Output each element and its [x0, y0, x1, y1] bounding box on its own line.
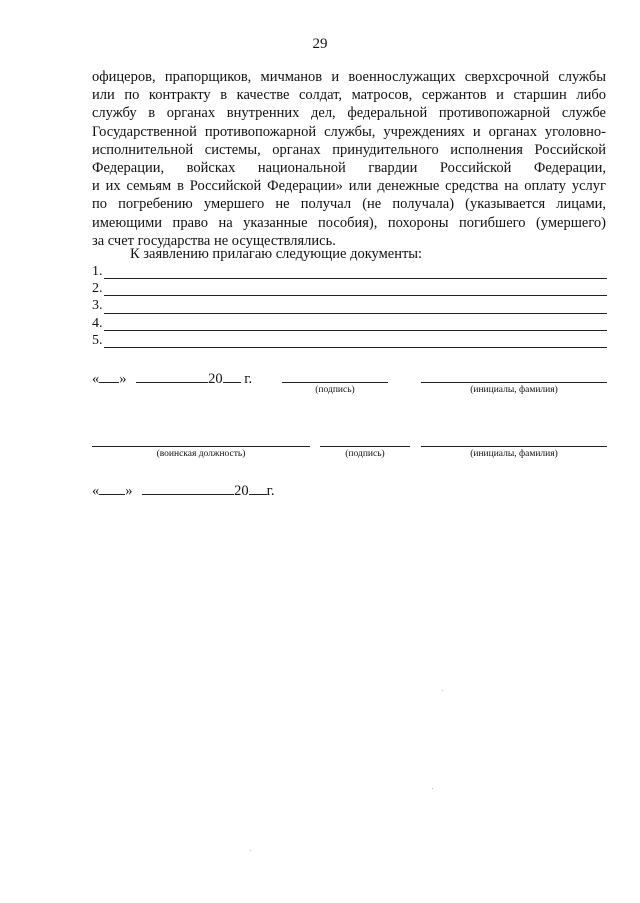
close-quote: »	[119, 371, 127, 387]
paragraph-line: или по контракту в качестве солдат, матросов, сержантов и старшин либо	[92, 87, 606, 104]
open-quote: «	[92, 371, 100, 387]
attachment-line-1[interactable]	[92, 264, 607, 281]
close-quote: »	[125, 483, 133, 499]
attachment-blank[interactable]	[104, 347, 607, 348]
name-caption-1: (инициалы, фамилия)	[470, 385, 558, 395]
date-field-1	[92, 368, 252, 388]
signature-caption-2: (подпись)	[345, 449, 385, 459]
attachment-line-4[interactable]	[92, 316, 607, 333]
attachments-list	[92, 264, 607, 350]
page-number: 29	[312, 36, 328, 52]
paragraph-line: Государственной противопожарной службы, учреждениях и органах уголовно-	[92, 123, 606, 140]
day-blank[interactable]	[99, 480, 125, 495]
attachment-blank[interactable]	[104, 313, 607, 314]
name-blank-2[interactable]	[421, 432, 607, 447]
body-paragraph	[92, 68, 606, 250]
attachment-number: 3.	[92, 298, 103, 314]
date-field-2	[92, 480, 275, 500]
day-blank[interactable]	[99, 368, 119, 383]
open-quote: «	[92, 483, 100, 499]
scan-speck	[432, 788, 433, 789]
attachments-intro: К заявлению прилагаю следующие документы:	[130, 246, 423, 262]
year-suffix: г.	[244, 371, 253, 387]
paragraph-line: Федерации, войсках национальной гвардии Российской Федерации,	[92, 160, 606, 177]
attachment-blank[interactable]	[104, 278, 607, 279]
name-caption-2: (инициалы, фамилия)	[470, 449, 558, 459]
signature-blank-1[interactable]	[282, 368, 388, 383]
year-suffix: г.	[266, 483, 275, 499]
attachment-number: 1.	[92, 264, 103, 279]
paragraph-line: за счет государства не осуществлялись.	[92, 232, 336, 249]
position-caption: (воинская должность)	[156, 449, 246, 459]
attachment-number: 2.	[92, 281, 103, 297]
attachment-number: 5.	[92, 332, 103, 348]
signature-blank-2[interactable]	[320, 432, 410, 447]
scan-speck	[442, 690, 443, 691]
signature-caption-1: (подпись)	[315, 385, 355, 395]
attachment-number: 4.	[92, 315, 103, 331]
year-blank[interactable]	[249, 480, 267, 495]
month-blank[interactable]	[136, 368, 208, 383]
attachment-blank[interactable]	[104, 330, 607, 331]
name-blank-1[interactable]	[421, 368, 607, 383]
paragraph-line: и их семьям в Российской Федерации» или денежные средства на оплату услуг	[92, 178, 606, 195]
attachment-line-5[interactable]	[92, 333, 607, 350]
year-blank[interactable]	[223, 368, 241, 383]
paragraph-line: офицеров, прапорщиков, мичманов и военнослужащих сверхсрочной службы	[92, 69, 606, 85]
paragraph-line: исполнительной системы, органах принудительного исполнения Российской	[92, 141, 606, 158]
paragraph-line: имеющими право на указанные пособия), похороны погибшего (умершего)	[92, 214, 606, 231]
year-prefix: 20	[234, 483, 249, 499]
paragraph-line: службу в органах внутренних дел, федеральной противопожарной службе	[92, 105, 606, 122]
paragraph-line: по погребению умершего не получал (не получала) (указывается лицами,	[92, 196, 606, 213]
attachment-blank[interactable]	[104, 295, 607, 296]
year-prefix: 20	[208, 371, 223, 387]
attachment-line-3[interactable]	[92, 298, 607, 315]
position-blank[interactable]	[92, 432, 310, 447]
month-blank[interactable]	[142, 480, 234, 495]
attachment-line-2[interactable]	[92, 281, 607, 298]
scan-speck	[250, 850, 251, 851]
